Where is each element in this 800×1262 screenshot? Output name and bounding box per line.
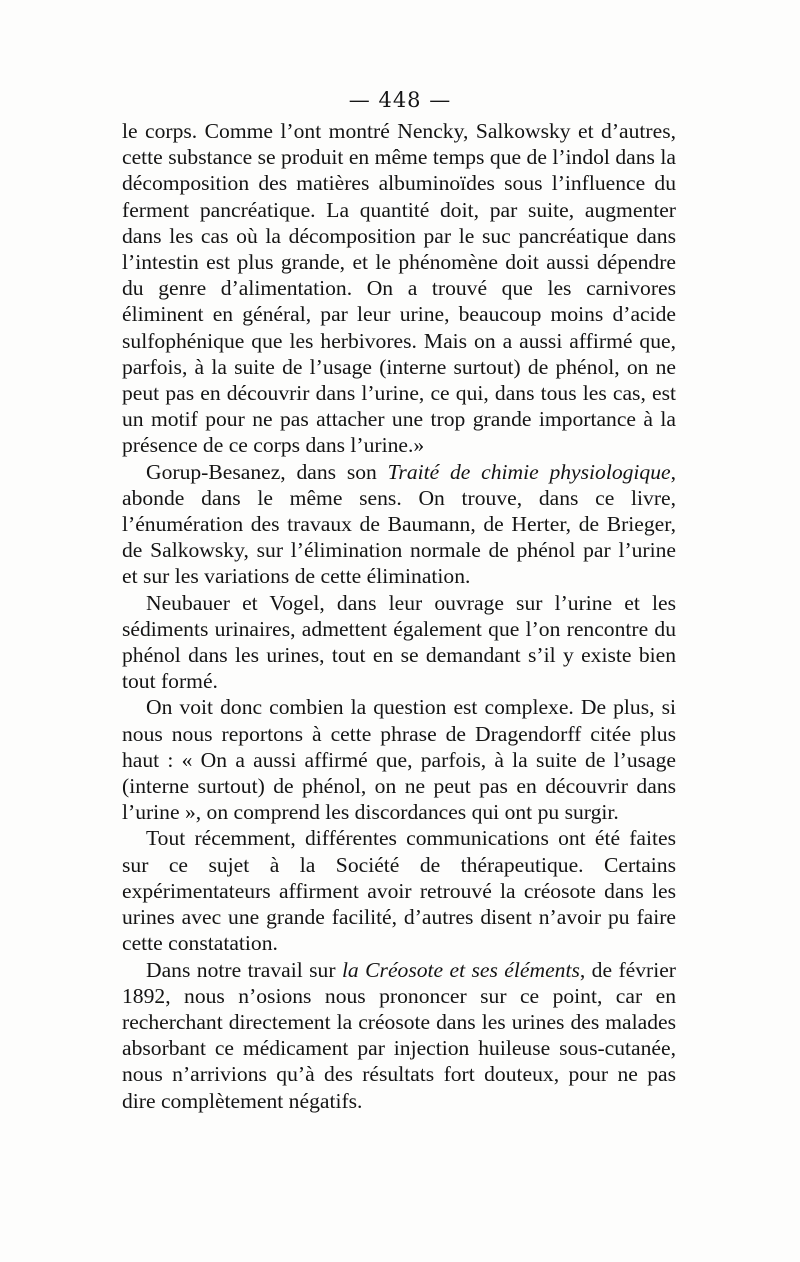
paragraph bbox=[122, 694, 676, 825]
paragraph bbox=[122, 118, 676, 459]
paragraph bbox=[122, 590, 676, 695]
paragraph bbox=[122, 825, 676, 956]
text-run: Dans notre travail sur bbox=[146, 957, 342, 982]
paragraph bbox=[122, 459, 676, 590]
text-run: , abonde dans le même sens. On trouve, dans ce livre, l’énumération des travaux de Baumann, de Herter, de Brieger, de Salkowsky, sur l’élimination normale de phénol par l’urine et sur les variations de cette élimination. bbox=[122, 459, 676, 589]
paragraph bbox=[122, 957, 676, 1114]
text-run: , de février 1892, nous n’osions nous prononcer sur ce point, car en recherchant directement la créosote dans les urines des malades absorbant ce médicament par injection huileuse sous-cutanée, nous n’arrivions qu’à des résultats fort douteux, pour ne pas dire complètement négatifs. bbox=[122, 957, 676, 1113]
text-run: Neubauer et Vogel, dans leur ouvrage sur l’urine et les sédiments urinaires, admettent également que l’on rencontre du phénol dans les urines, tout en se demandant s’il y existe bien tout formé. bbox=[122, 590, 676, 694]
body-text bbox=[122, 118, 676, 1114]
text-run: Tout récemment, différentes communications ont été faites sur ce sujet à la Société de thérapeutique. Certains expérimentateurs affirment avoir retrouvé la créosote dans les urines avec une grande facilité, d’autres disent n’avoir pu faire cette constatation. bbox=[122, 826, 676, 956]
text-run: le corps. Comme l’ont montré Nencky, Salkowsky et d’autres, cette substance se produit en même temps que de l’indol dans la décomposition des matières albuminoïdes sous l’influence du ferment pancréatique. La quantité doit, par suite, augmenter dans les cas où la décomposition par le suc pancréatique dans l’intestin est plus grande, et le phénomène doit aussi dépendre du genre d’alimentation. On a trouvé que les carnivores éliminent en général, par leur urine, beaucoup moins d’acide sulfophénique que les herbivores. Mais on a aussi affirmé que, parfois, à la suite de l’usage (interne surtout) de phénol, on ne peut pas en découvrir dans l’urine, ce qui, dans tous les cas, est un motif pour ne pas attacher une trop grande importance à la présence de ce corps dans l’urine.» bbox=[122, 119, 676, 458]
page-number: — 448 — bbox=[348, 88, 452, 112]
text-run: On voit donc combien la question est complexe. De plus, si nous nous reportons à cette phrase de Dragendorff citée plus haut : « On a aussi affirmé que, parfois, à la suite de l’usage (interne surtout) de phénol, on ne peut pas en découvrir dans l’urine », on comprend les discordances qui ont pu surgir. bbox=[122, 695, 676, 825]
text-run: Gorup-Besanez, dans son bbox=[146, 459, 388, 484]
italic-title: Traité de chimie physiologique bbox=[387, 459, 671, 484]
italic-title: la Créosote et ses éléments bbox=[341, 957, 580, 982]
